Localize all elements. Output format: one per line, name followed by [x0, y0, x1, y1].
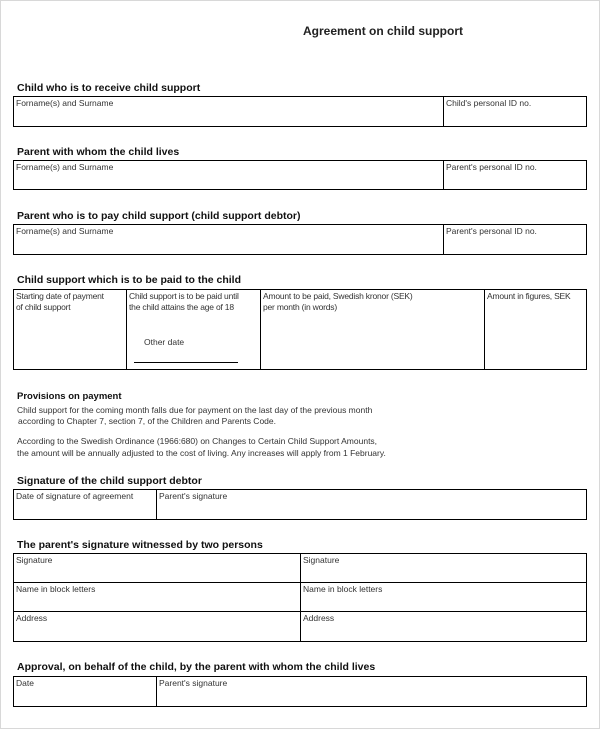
approval-signature-field[interactable]: Parent's signature	[159, 678, 228, 688]
until-label-2: the child attains the age of 18	[129, 302, 234, 312]
approval-box	[13, 676, 587, 707]
provisions-text: Child support for the coming month falls due for payment on the last day of the previous month	[17, 405, 373, 415]
parent-pays-name-field[interactable]: Forname(s) and Surname	[16, 226, 114, 236]
debtor-signature-box	[13, 489, 587, 520]
start-label-1: Starting date of payment	[16, 291, 104, 301]
witness2-address[interactable]: Address	[303, 613, 335, 623]
provisions-text: according to Chapter 7, section 7, of the Children and Parents Code.	[18, 416, 276, 426]
start-label-2: of child support	[16, 302, 71, 312]
words-label-1: Amount to be paid, Swedish kronor (SEK)	[263, 291, 413, 301]
parent-lives-name-field[interactable]: Forname(s) and Surname	[16, 162, 114, 172]
amount-figures-field[interactable]	[484, 290, 571, 369]
child-heading: Child who is to receive child support	[17, 82, 201, 94]
debtor-signature-heading: Signature of the child support debtor	[17, 475, 202, 487]
provisions-heading: Provisions on payment	[17, 391, 122, 402]
witness2-signature[interactable]: Signature	[303, 555, 340, 565]
figures-label: Amount in figures, SEK	[487, 291, 571, 301]
other-date-line[interactable]	[134, 362, 238, 363]
parent-pays-box	[13, 224, 587, 255]
approval-heading: Approval, on behalf of the child, by the parent with whom the child lives	[17, 661, 376, 673]
witness1-address[interactable]: Address	[16, 613, 48, 623]
witness-box	[13, 553, 587, 642]
child-box	[13, 96, 587, 127]
debtor-signature-field[interactable]: Parent's signature	[159, 491, 228, 501]
parent-lives-heading: Parent with whom the child lives	[17, 146, 180, 158]
until-label-1: Child support is to be paid until	[129, 291, 239, 301]
witness2-name[interactable]: Name in block letters	[303, 584, 383, 594]
witness1-signature[interactable]: Signature	[16, 555, 53, 565]
provisions-text: the amount will be annually adjusted to the cost of living. Any increases will apply from 1 February.	[17, 448, 386, 458]
words-label-2: per month (in words)	[263, 302, 337, 312]
payment-box	[13, 289, 587, 370]
parent-pays-heading: Parent who is to pay child support (child support debtor)	[17, 210, 301, 222]
agreement-date-field[interactable]: Date of signature of agreement	[16, 491, 134, 501]
witness-heading: The parent's signature witnessed by two persons	[17, 539, 263, 551]
approval-date-field[interactable]: Date	[16, 678, 34, 688]
parent-pays-id-field[interactable]: Parent's personal ID no.	[446, 226, 537, 236]
witness1-name[interactable]: Name in block letters	[16, 584, 96, 594]
provisions-text: According to the Swedish Ordinance (1966:680) on Changes to Certain Child Support Amounts,	[17, 436, 378, 446]
child-id-field[interactable]: Child's personal ID no.	[446, 98, 532, 108]
until-cell[interactable]	[126, 290, 239, 369]
child-name-field[interactable]: Forname(s) and Surname	[16, 98, 114, 108]
start-date-field[interactable]	[16, 291, 123, 313]
payment-heading: Child support which is to be paid to the child	[17, 274, 241, 286]
page-title: Agreement on child support	[303, 24, 464, 38]
amount-words-field[interactable]	[260, 290, 413, 369]
parent-lives-box	[13, 160, 587, 190]
parent-lives-id-field[interactable]: Parent's personal ID no.	[446, 162, 537, 172]
other-date-label: Other date	[144, 337, 185, 347]
